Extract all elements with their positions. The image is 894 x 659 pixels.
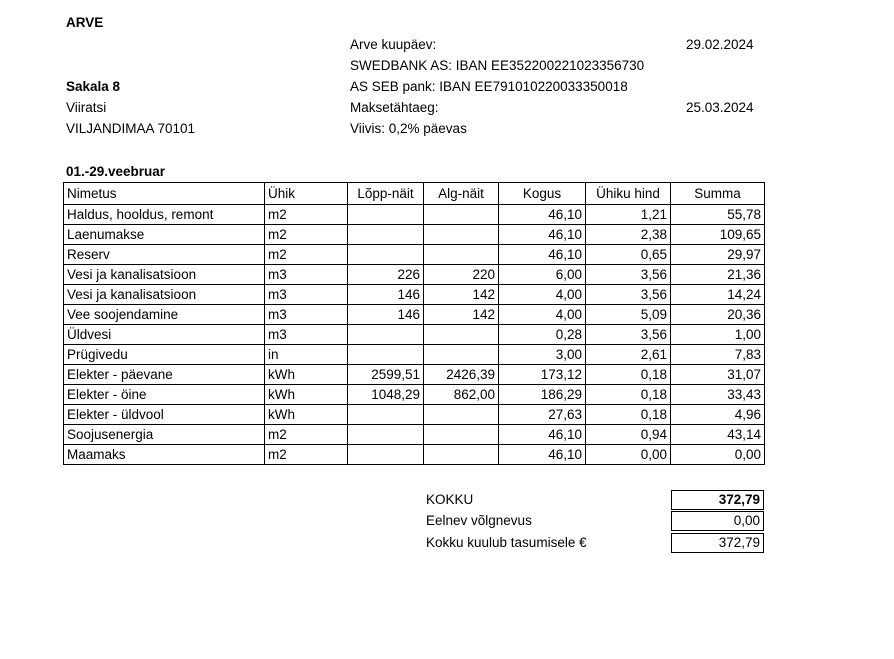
start-reading-cell xyxy=(424,205,499,225)
column-header: Alg-näit xyxy=(424,183,499,205)
column-header: Nimetus xyxy=(64,183,265,205)
address-street: Sakala 8 xyxy=(66,79,121,94)
quantity-cell: 46,10 xyxy=(499,205,586,225)
unit-price-cell: 5,09 xyxy=(586,305,671,325)
item-name-cell: Laenumakse xyxy=(64,225,265,245)
quantity-cell: 46,10 xyxy=(499,425,586,445)
quantity-cell: 4,00 xyxy=(499,285,586,305)
address-city: Viiratsi xyxy=(66,100,107,115)
previous-debt-label: Eelnev võlgnevus xyxy=(426,513,532,528)
address-county: VILJANDIMAA 70101 xyxy=(66,121,196,136)
end-reading-cell: 146 xyxy=(348,305,424,325)
table-row xyxy=(64,385,765,405)
table-row xyxy=(64,345,765,365)
column-header: Ühiku hind xyxy=(586,183,671,205)
start-reading-cell xyxy=(424,325,499,345)
amount-cell: 7,83 xyxy=(671,345,765,365)
amount-cell: 4,96 xyxy=(671,405,765,425)
table-row xyxy=(64,405,765,425)
end-reading-cell xyxy=(348,345,424,365)
start-reading-cell: 142 xyxy=(424,305,499,325)
table-row xyxy=(64,445,765,465)
table-row xyxy=(64,225,765,245)
table-row xyxy=(64,305,765,325)
end-reading-cell xyxy=(348,245,424,265)
unit-price-cell: 0,18 xyxy=(586,365,671,385)
amount-cell: 29,97 xyxy=(671,245,765,265)
unit-cell: m2 xyxy=(265,425,348,445)
end-reading-cell xyxy=(348,205,424,225)
unit-cell: m3 xyxy=(265,305,348,325)
end-reading-cell: 146 xyxy=(348,285,424,305)
unit-cell: m2 xyxy=(265,205,348,225)
item-name-cell: Vee soojendamine xyxy=(64,305,265,325)
payable-label: Kokku kuulub tasumisele € xyxy=(426,535,587,550)
start-reading-cell: 220 xyxy=(424,265,499,285)
start-reading-cell xyxy=(424,225,499,245)
column-header: Kogus xyxy=(499,183,586,205)
unit-cell: m3 xyxy=(265,285,348,305)
quantity-cell: 173,12 xyxy=(499,365,586,385)
unit-cell: kWh xyxy=(265,385,348,405)
start-reading-cell: 142 xyxy=(424,285,499,305)
column-header: Ühik xyxy=(265,183,348,205)
amount-cell: 109,65 xyxy=(671,225,765,245)
payable-value: 372,79 xyxy=(671,533,764,553)
table-row xyxy=(64,285,765,305)
unit-cell: kWh xyxy=(265,365,348,385)
amount-cell: 55,78 xyxy=(671,205,765,225)
quantity-cell: 186,29 xyxy=(499,385,586,405)
total-label: KOKKU xyxy=(426,492,474,507)
amount-cell: 31,07 xyxy=(671,365,765,385)
quantity-cell: 4,00 xyxy=(499,305,586,325)
item-name-cell: Prügivedu xyxy=(64,345,265,365)
unit-price-cell: 0,94 xyxy=(586,425,671,445)
quantity-cell: 27,63 xyxy=(499,405,586,425)
end-reading-cell xyxy=(348,325,424,345)
unit-cell: m2 xyxy=(265,245,348,265)
end-reading-cell xyxy=(348,405,424,425)
amount-cell: 43,14 xyxy=(671,425,765,445)
item-name-cell: Maamaks xyxy=(64,445,265,465)
bank-swedbank: SWEDBANK AS: IBAN EE352200221023356730 xyxy=(350,58,645,73)
item-name-cell: Elekter - öine xyxy=(64,385,265,405)
end-reading-cell: 1048,29 xyxy=(348,385,424,405)
start-reading-cell xyxy=(424,245,499,265)
amount-cell: 0,00 xyxy=(671,445,765,465)
unit-cell: m3 xyxy=(265,325,348,345)
penalty-rate: Viivis: 0,2% päevas xyxy=(350,121,467,136)
unit-price-cell: 1,21 xyxy=(586,205,671,225)
start-reading-cell xyxy=(424,445,499,465)
start-reading-cell xyxy=(424,425,499,445)
unit-price-cell: 0,18 xyxy=(586,405,671,425)
table-row xyxy=(64,205,765,225)
billing-period: 01.-29.veebruar xyxy=(66,164,166,179)
amount-cell: 21,36 xyxy=(671,265,765,285)
previous-debt-value: 0,00 xyxy=(671,511,764,531)
item-name-cell: Elekter - üldvool xyxy=(64,405,265,425)
total-value: 372,79 xyxy=(671,490,764,510)
unit-price-cell: 0,65 xyxy=(586,245,671,265)
unit-price-cell: 3,56 xyxy=(586,285,671,305)
end-reading-cell xyxy=(348,425,424,445)
table-row xyxy=(64,325,765,345)
table-header-row xyxy=(64,183,765,205)
column-header: Lõpp-näit xyxy=(348,183,424,205)
item-name-cell: Elekter - päevane xyxy=(64,365,265,385)
table-row xyxy=(64,425,765,445)
quantity-cell: 6,00 xyxy=(499,265,586,285)
unit-cell: m2 xyxy=(265,445,348,465)
item-name-cell: Üldvesi xyxy=(64,325,265,345)
invoice-date-label: Arve kuupäev: xyxy=(350,37,437,52)
item-name-cell: Reserv xyxy=(64,245,265,265)
unit-price-cell: 2,38 xyxy=(586,225,671,245)
column-header: Summa xyxy=(671,183,765,205)
unit-cell: in xyxy=(265,345,348,365)
item-name-cell: Soojusenergia xyxy=(64,425,265,445)
table-row xyxy=(64,365,765,385)
start-reading-cell xyxy=(424,345,499,365)
unit-cell: kWh xyxy=(265,405,348,425)
end-reading-cell xyxy=(348,225,424,245)
item-name-cell: Vesi ja kanalisatsioon xyxy=(64,285,265,305)
start-reading-cell: 2426,39 xyxy=(424,365,499,385)
quantity-cell: 46,10 xyxy=(499,245,586,265)
quantity-cell: 3,00 xyxy=(499,345,586,365)
end-reading-cell: 226 xyxy=(348,265,424,285)
due-date: 25.03.2024 xyxy=(686,100,754,115)
unit-price-cell: 3,56 xyxy=(586,265,671,285)
due-date-label: Maksetähtaeg: xyxy=(350,100,439,115)
item-name-cell: Haldus, hooldus, remont xyxy=(64,205,265,225)
quantity-cell: 46,10 xyxy=(499,225,586,245)
amount-cell: 1,00 xyxy=(671,325,765,345)
invoice-date: 29.02.2024 xyxy=(686,37,754,52)
end-reading-cell xyxy=(348,445,424,465)
unit-cell: m3 xyxy=(265,265,348,285)
unit-cell: m2 xyxy=(265,225,348,245)
amount-cell: 14,24 xyxy=(671,285,765,305)
unit-price-cell: 0,18 xyxy=(586,385,671,405)
unit-price-cell: 0,00 xyxy=(586,445,671,465)
table-row xyxy=(64,265,765,285)
start-reading-cell: 862,00 xyxy=(424,385,499,405)
amount-cell: 33,43 xyxy=(671,385,765,405)
unit-price-cell: 3,56 xyxy=(586,325,671,345)
quantity-cell: 0,28 xyxy=(499,325,586,345)
end-reading-cell: 2599,51 xyxy=(348,365,424,385)
start-reading-cell xyxy=(424,405,499,425)
bank-seb: AS SEB pank: IBAN EE791010220033350018 xyxy=(350,79,628,94)
unit-price-cell: 2,61 xyxy=(586,345,671,365)
amount-cell: 20,36 xyxy=(671,305,765,325)
item-name-cell: Vesi ja kanalisatsioon xyxy=(64,265,265,285)
bill-table xyxy=(63,182,765,465)
table-row xyxy=(64,245,765,265)
quantity-cell: 46,10 xyxy=(499,445,586,465)
document-title: ARVE xyxy=(66,15,104,30)
